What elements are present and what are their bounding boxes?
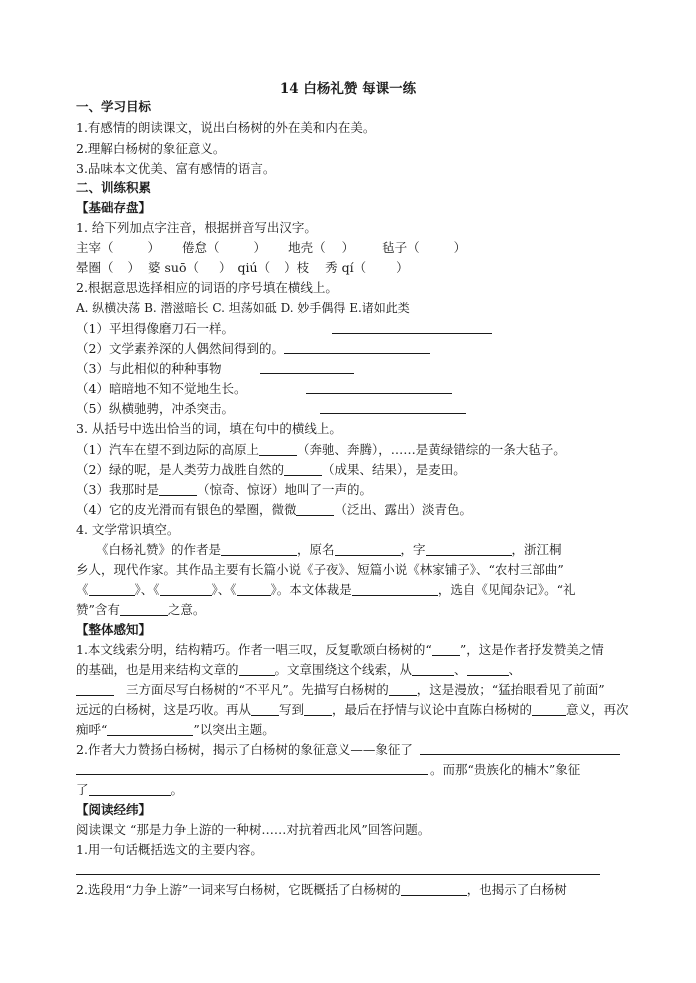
answer-line [332,333,492,334]
goal-item-1: 1.有感情的朗读课文，说出白杨树的外在美和内在美。 [76,120,376,135]
q1-row-1: 主宰（ ） 倦怠（ ） 地壳（ ） 毡子（ ） [76,240,467,255]
overall-q1-line-4: 远远的白杨树，这是巧收。再从 写到 ，最后在抒情与议论中直陈白杨树的 意义，再次 [76,702,629,717]
overall-q1-line-5: 痴呼“ ”以突出主题。 [76,722,275,737]
q2-item-3: （3）与此相似的种种事物 [76,361,222,376]
q1-row-2: 晕圈（ ） 婆 suō（ ） qiú（ ）枝 秀 qí（ ） [76,260,409,275]
q4-para-line-4: 赞”含有 之意。 [76,602,206,617]
answer-line [284,353,430,354]
q3-item-2: （2）绿的呢，是人类劳力战胜自然的 （成果、结果），是麦田。 [76,462,466,477]
overall-q2-line-1: 2.作者大力赞扬白杨树，揭示了白杨树的象征意义——象征了 [76,742,413,757]
answer-line [420,754,620,755]
answer-line [76,874,600,875]
reading-q1: 1.用一句话概括选文的主要内容。 [76,842,263,857]
q4-para-line-3: 《 》、《 》、《 》。本文体裁是 ，选自《见闻杂记》。“礼 [76,582,576,597]
q3-item-4: （4）它的皮光滑而有银色的晕圈，微微 （泛出、露出）淡青色。 [76,502,472,517]
overall-q1-line-3: 三方面尽写白杨树的“不平凡”。先描写白杨树的 ，这是漫放；“猛抬眼看见了前面” [76,681,605,699]
section-heading-training: 二、训练积累 [76,180,152,195]
reading-intro: 阅读课文 “那是力争上游的一种树……对抗着西北风”回答问题。 [76,822,431,837]
reading-q2: 2.选段用“力争上游”一词来写白杨树，它既概括了白杨树的 ，也揭示了白杨树 [76,882,567,897]
goal-item-2: 2.理解白杨树的象征意义。 [76,141,226,156]
q2-item-1: （1）平坦得像磨刀石一样。 [76,321,234,336]
overall-q2-line-2: 。而那“贵族化的楠木”象征 [430,762,581,777]
answer-line [76,774,428,775]
q2-item-5: （5）纵横驰骋，冲杀突击。 [76,401,234,416]
q3-item-3: （3）我那时是 （惊奇、惊讶）地叫了一声的。 [76,482,372,497]
q4-para-line-1: 《白杨礼赞》的作者是 ，原名 ，字 ，浙江桐 [96,542,562,557]
goal-item-3: 3.品味本文优美、富有感情的语言。 [76,161,276,176]
q4-para-line-2: 乡人，现代作家。其作品主要有长篇小说《子夜》、短篇小说《林家铺子》、“农村三部曲” [76,562,564,577]
answer-line [306,393,452,394]
q1-stem: 1. 给下列加点字注音，根据拼音写出汉字。 [76,220,317,235]
q3-stem: 3. 从括号中选出恰当的词，填在句中的横线上。 [76,421,342,436]
q4-stem: 4. 文学常识填空。 [76,522,180,537]
answer-line [320,413,466,414]
q2-item-4: （4）暗暗地不知不觉地生长。 [76,381,247,396]
overall-q1-line-1: 1.本文线索分明，结构精巧。作者一唱三叹，反复歌颂白杨树的“ ”，这是作者抒发赞美之情 [76,642,604,657]
subheading-overall: 【整体感知】 [76,622,152,637]
q2-item-2: （2）文学素养深的人偶然间得到的。 [76,341,284,356]
q2-stem: 2.根据意思选择相应的词语的序号填在横线上。 [76,280,338,295]
overall-q1-line-2: 的基础，也是用来结构文章的 。文章围绕这个线索，从 、 、 [76,662,522,677]
q2-options: A. 纵横决荡 B. 潜滋暗长 C. 坦荡如砥 D. 妙手偶得 E.诸如此类 [76,301,410,315]
overall-q2-line-3: 了 。 [76,782,184,797]
subheading-reading: 【阅读经纬】 [76,802,152,817]
page-title: 14 白杨礼赞 每课一练 [279,81,417,97]
section-heading-goals: 一、学习目标 [76,99,152,114]
subheading-basic: 【基础存盘】 [76,200,152,215]
answer-line [260,373,354,374]
q3-item-1: （1）汽车在望不到边际的高原上 （奔驰、奔腾），……是黄绿错综的一条大毡子。 [76,442,566,457]
